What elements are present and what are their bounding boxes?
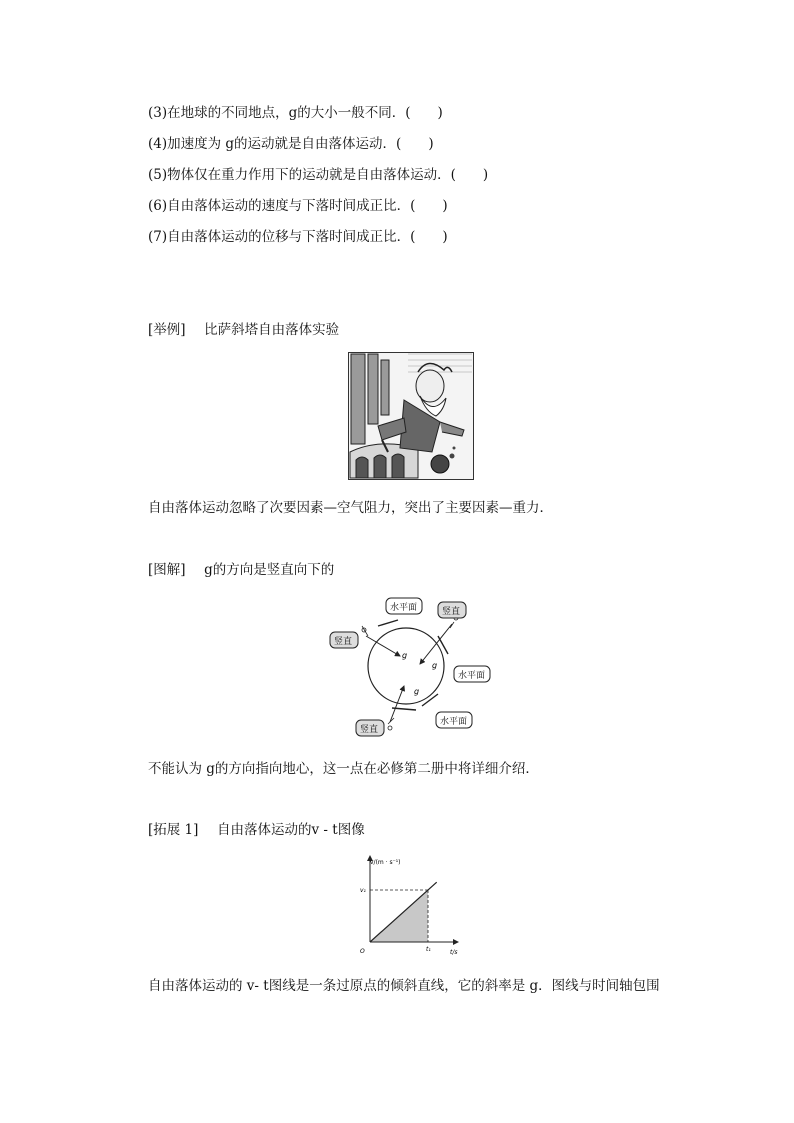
extension-tag: [拓展 1] [148, 822, 199, 838]
g-label-2: g [432, 661, 438, 670]
diagram-tag: [图解] [148, 562, 186, 578]
extension-caption: 自由落体运动的 v- t图线是一条过原点的倾斜直线，它的斜率是 g．图线与时间轴包围 [148, 978, 660, 994]
extension-title: 自由落体运动的v - t图像 [217, 822, 365, 838]
label-vertical-top-right: 竖直 [442, 607, 461, 617]
vt-v1-label: v₁ [360, 887, 366, 894]
g-label-3: g [414, 687, 420, 696]
diagram-title: g的方向是竖直向下的 [204, 562, 335, 578]
label-horizontal-right: 水平面 [458, 671, 486, 681]
question-5: (5)物体仅在重力作用下的运动就是自由落体运动．( ) [148, 167, 489, 183]
example-heading [148, 321, 339, 339]
vt-origin: O [360, 948, 365, 955]
label-horizontal-top: 水平面 [390, 603, 418, 613]
example-title: 比萨斜塔自由落体实验 [204, 322, 340, 338]
vt-xlabel: t/s [450, 949, 458, 956]
diagram-heading [148, 561, 334, 579]
galileo-illustration [348, 352, 474, 480]
diagram-caption: 不能认为 g的方向指向地心，这一点在必修第二册中将详细介绍． [148, 761, 539, 777]
question-7: (7)自由落体运动的位移与下落时间成正比．( ) [148, 229, 448, 245]
extension-heading [148, 821, 365, 839]
question-4: (4)加速度为 g的运动就是自由落体运动．( ) [148, 136, 434, 152]
question-6: (6)自由落体运动的速度与下落时间成正比．( ) [148, 198, 448, 214]
vt-t1-label: t₁ [426, 946, 431, 953]
example-tag: [举例] [148, 322, 186, 338]
vt-ylabel: v/(m · s⁻¹) [370, 859, 401, 866]
question-3: (3)在地球的不同地点，g的大小一般不同．( ) [148, 105, 443, 121]
label-horizontal-bottom: 水平面 [440, 717, 468, 727]
label-vertical-left: 竖直 [334, 637, 353, 647]
g-label-1: g [402, 651, 408, 660]
gravity-direction-diagram [326, 596, 496, 740]
vt-chart [354, 852, 464, 958]
label-vertical-bottom: 竖直 [360, 725, 379, 735]
example-caption: 自由落体运动忽略了次要因素—空气阻力，突出了主要因素—重力． [148, 500, 553, 516]
